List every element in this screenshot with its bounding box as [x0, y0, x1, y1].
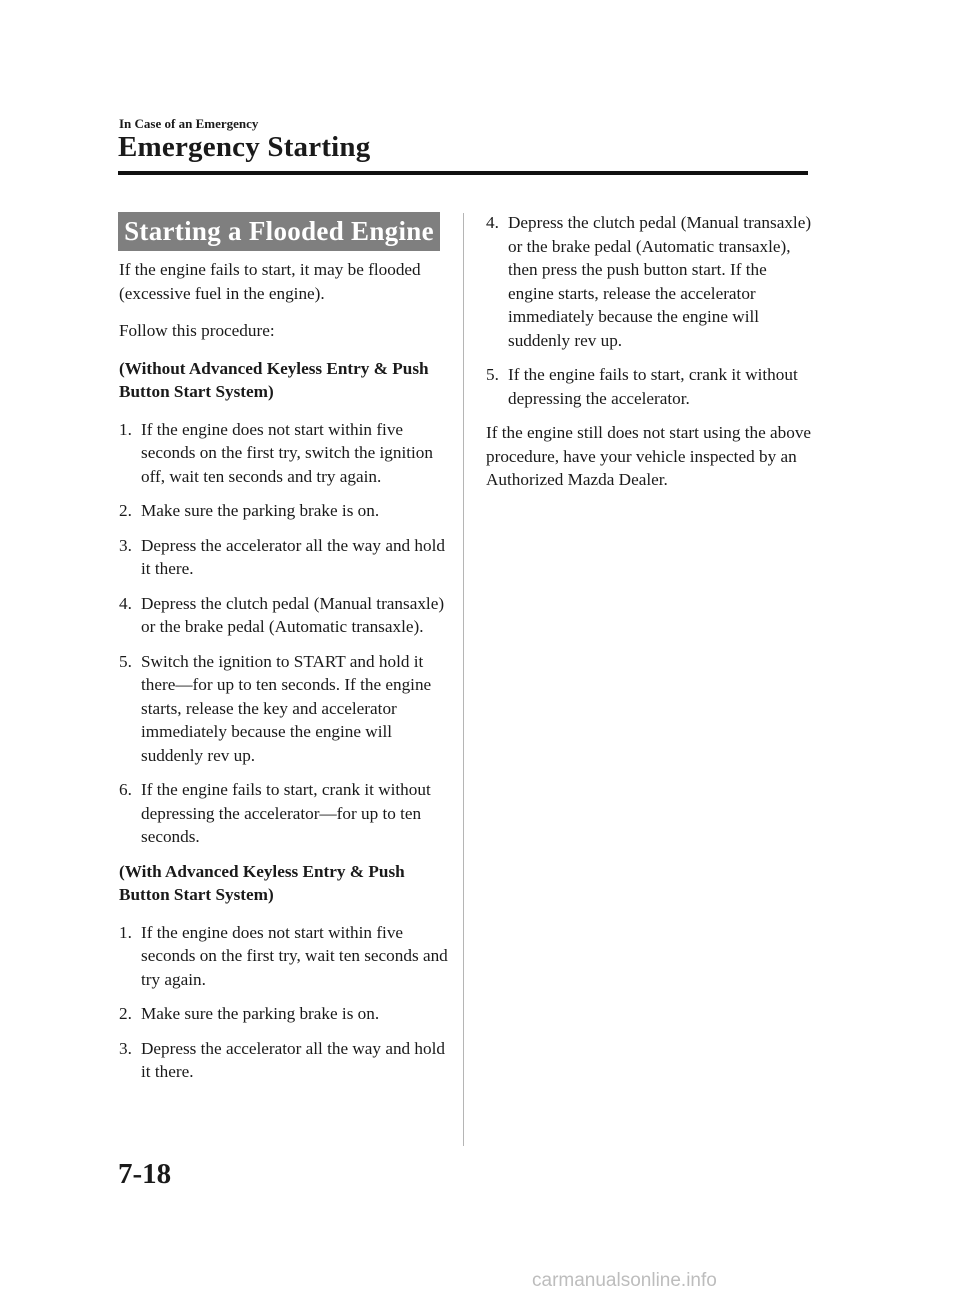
step-number: 5. — [119, 651, 132, 671]
step-item — [119, 921, 449, 992]
step-number: 2. — [119, 1004, 132, 1023]
step-number: 3. — [119, 1038, 132, 1058]
topic-heading: Starting a Flooded Engine — [118, 212, 440, 251]
step-number: 3. — [119, 535, 132, 555]
step-text: Depress the clutch pedal (Manual transaxle) or the brake pedal (Automatic transaxle), then press the push button start. If the engine starts, release the accelerator immediately because the engine will suddenly rev up. — [508, 213, 812, 350]
step-number: 5. — [486, 365, 499, 384]
step-text: Make sure the parking brake is on. — [141, 501, 380, 520]
left-column — [119, 258, 449, 1095]
step-text: If the engine does not start within five seconds on the first try, wait ten seconds and try again. — [141, 922, 448, 989]
step-text: Switch the ignition to START and hold it there―for up to ten seconds. If the engine starts, release the key and accelerator immediately because the engine will suddenly rev up. — [141, 651, 432, 765]
page-number: 7-18 — [118, 1158, 172, 1190]
step-text: Depress the accelerator all the way and hold it there. — [141, 535, 445, 578]
step-item — [486, 363, 816, 410]
step-text: If the engine fails to start, crank it without depressing the accelerator―for up to ten seconds. — [141, 780, 431, 846]
title-rule — [118, 171, 808, 175]
step-item — [119, 592, 449, 639]
column-divider — [463, 213, 464, 1146]
step-item — [119, 1037, 449, 1084]
step-text: If the engine fails to start, crank it without depressing the accelerator. — [508, 365, 798, 408]
right-column — [486, 211, 816, 506]
step-item — [119, 1002, 449, 1026]
step-item — [119, 418, 449, 489]
with-keyless-steps — [119, 921, 449, 1084]
step-number: 6. — [119, 780, 132, 799]
step-text: Depress the clutch pedal (Manual transaxle) or the brake pedal (Automatic transaxle). — [141, 593, 445, 636]
without-keyless-steps — [119, 418, 449, 849]
step-number: 4. — [486, 213, 499, 232]
step-item — [119, 778, 449, 849]
step-item — [486, 211, 816, 352]
page-title: Emergency Starting — [118, 131, 371, 163]
watermark-text: carmanualsonline.info — [532, 1270, 717, 1291]
step-text: Make sure the parking brake is on. — [141, 1004, 380, 1023]
step-number: 1. — [119, 419, 132, 439]
with-keyless-heading: (With Advanced Keyless Entry & Push Button Start System) — [119, 861, 405, 904]
step-number: 2. — [119, 501, 132, 520]
step-text: Depress the accelerator all the way and hold it there. — [141, 1038, 445, 1081]
step-text: If the engine does not start within five seconds on the first try, switch the ignition off, wait ten seconds and try again. — [141, 419, 433, 486]
procedure-intro: Follow this procedure: — [119, 321, 275, 340]
step-item — [119, 499, 449, 523]
step-item — [119, 650, 449, 768]
step-number: 1. — [119, 922, 132, 942]
closing-paragraph: If the engine still does not start using the above procedure, have your vehicle inspected by an Authorized Mazda Dealer. — [486, 423, 812, 489]
section-label: In Case of an Emergency — [119, 116, 259, 131]
intro-paragraph: If the engine fails to start, it may be flooded (excessive fuel in the engine). — [119, 260, 421, 303]
step-item — [119, 534, 449, 581]
without-keyless-heading: (Without Advanced Keyless Entry & Push Button Start System) — [119, 358, 429, 401]
step-number: 4. — [119, 593, 132, 613]
